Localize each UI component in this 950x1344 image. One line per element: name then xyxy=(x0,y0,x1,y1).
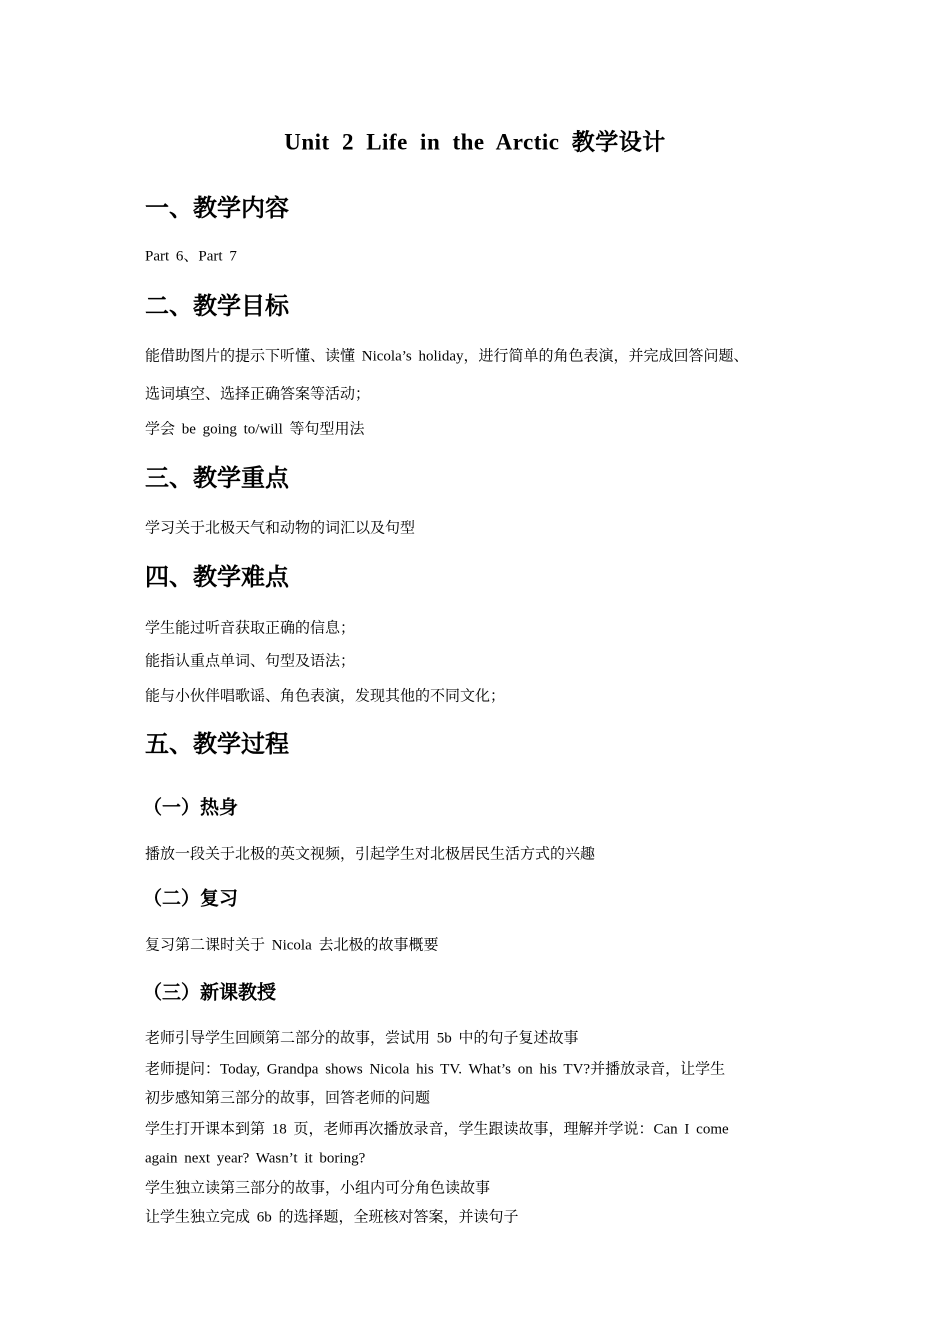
paragraph: 初步感知第三部分的故事，回答老师的问题 xyxy=(145,1090,431,1107)
document-title: Unit 2 Life in the Arctic 教学设计 xyxy=(284,129,666,155)
paragraph: 选词填空、选择正确答案等活动； xyxy=(145,386,371,403)
paragraph: 学习关于北极天气和动物的词汇以及句型 xyxy=(145,520,416,537)
paragraph: 能指认重点单词、句型及语法； xyxy=(145,653,356,670)
paragraph: 学生能过听音获取正确的信息； xyxy=(145,620,356,637)
paragraph: 老师提问：Today, Grandpa shows Nicola his TV. What’s on his TV?并播放录音，让学生 xyxy=(145,1061,726,1078)
subsection-heading: （一）热身 xyxy=(143,796,239,819)
paragraph: 学会 be going to/will 等句型用法 xyxy=(145,421,365,438)
paragraph: 复习第二课时关于 Nicola 去北极的故事概要 xyxy=(145,937,439,954)
paragraph: again next year? Wasn’t it boring? xyxy=(145,1150,366,1167)
paragraph: 播放一段关于北极的英文视频，引起学生对北极居民生活方式的兴趣 xyxy=(145,846,596,863)
paragraph: 学生独立读第三部分的故事，小组内可分角色读故事 xyxy=(145,1180,491,1197)
paragraph: 学生打开课本到第 18 页，老师再次播放录音，学生跟读故事，理解并学说：Can I come xyxy=(145,1121,729,1138)
section-heading: 四、教学难点 xyxy=(145,563,289,591)
section-heading: 二、教学目标 xyxy=(145,292,289,320)
paragraph: 能与小伙伴唱歌谣、角色表演，发现其他的不同文化； xyxy=(145,688,506,705)
paragraph: Part 6、Part 7 xyxy=(145,248,237,265)
paragraph: 能借助图片的提示下听懂、读懂 Nicola’s holiday，进行简单的角色表演，并完成回答问题、 xyxy=(145,348,749,365)
paragraph: 老师引导学生回顾第二部分的故事，尝试用 5b 中的句子复述故事 xyxy=(145,1030,579,1047)
subsection-heading: （三）新课教授 xyxy=(143,981,277,1004)
section-heading: 一、教学内容 xyxy=(145,194,289,222)
section-heading: 三、教学重点 xyxy=(145,464,289,492)
subsection-heading: （二）复习 xyxy=(143,887,239,910)
paragraph: 让学生独立完成 6b 的选择题，全班核对答案，并读句子 xyxy=(145,1209,519,1226)
section-heading: 五、教学过程 xyxy=(145,730,289,758)
